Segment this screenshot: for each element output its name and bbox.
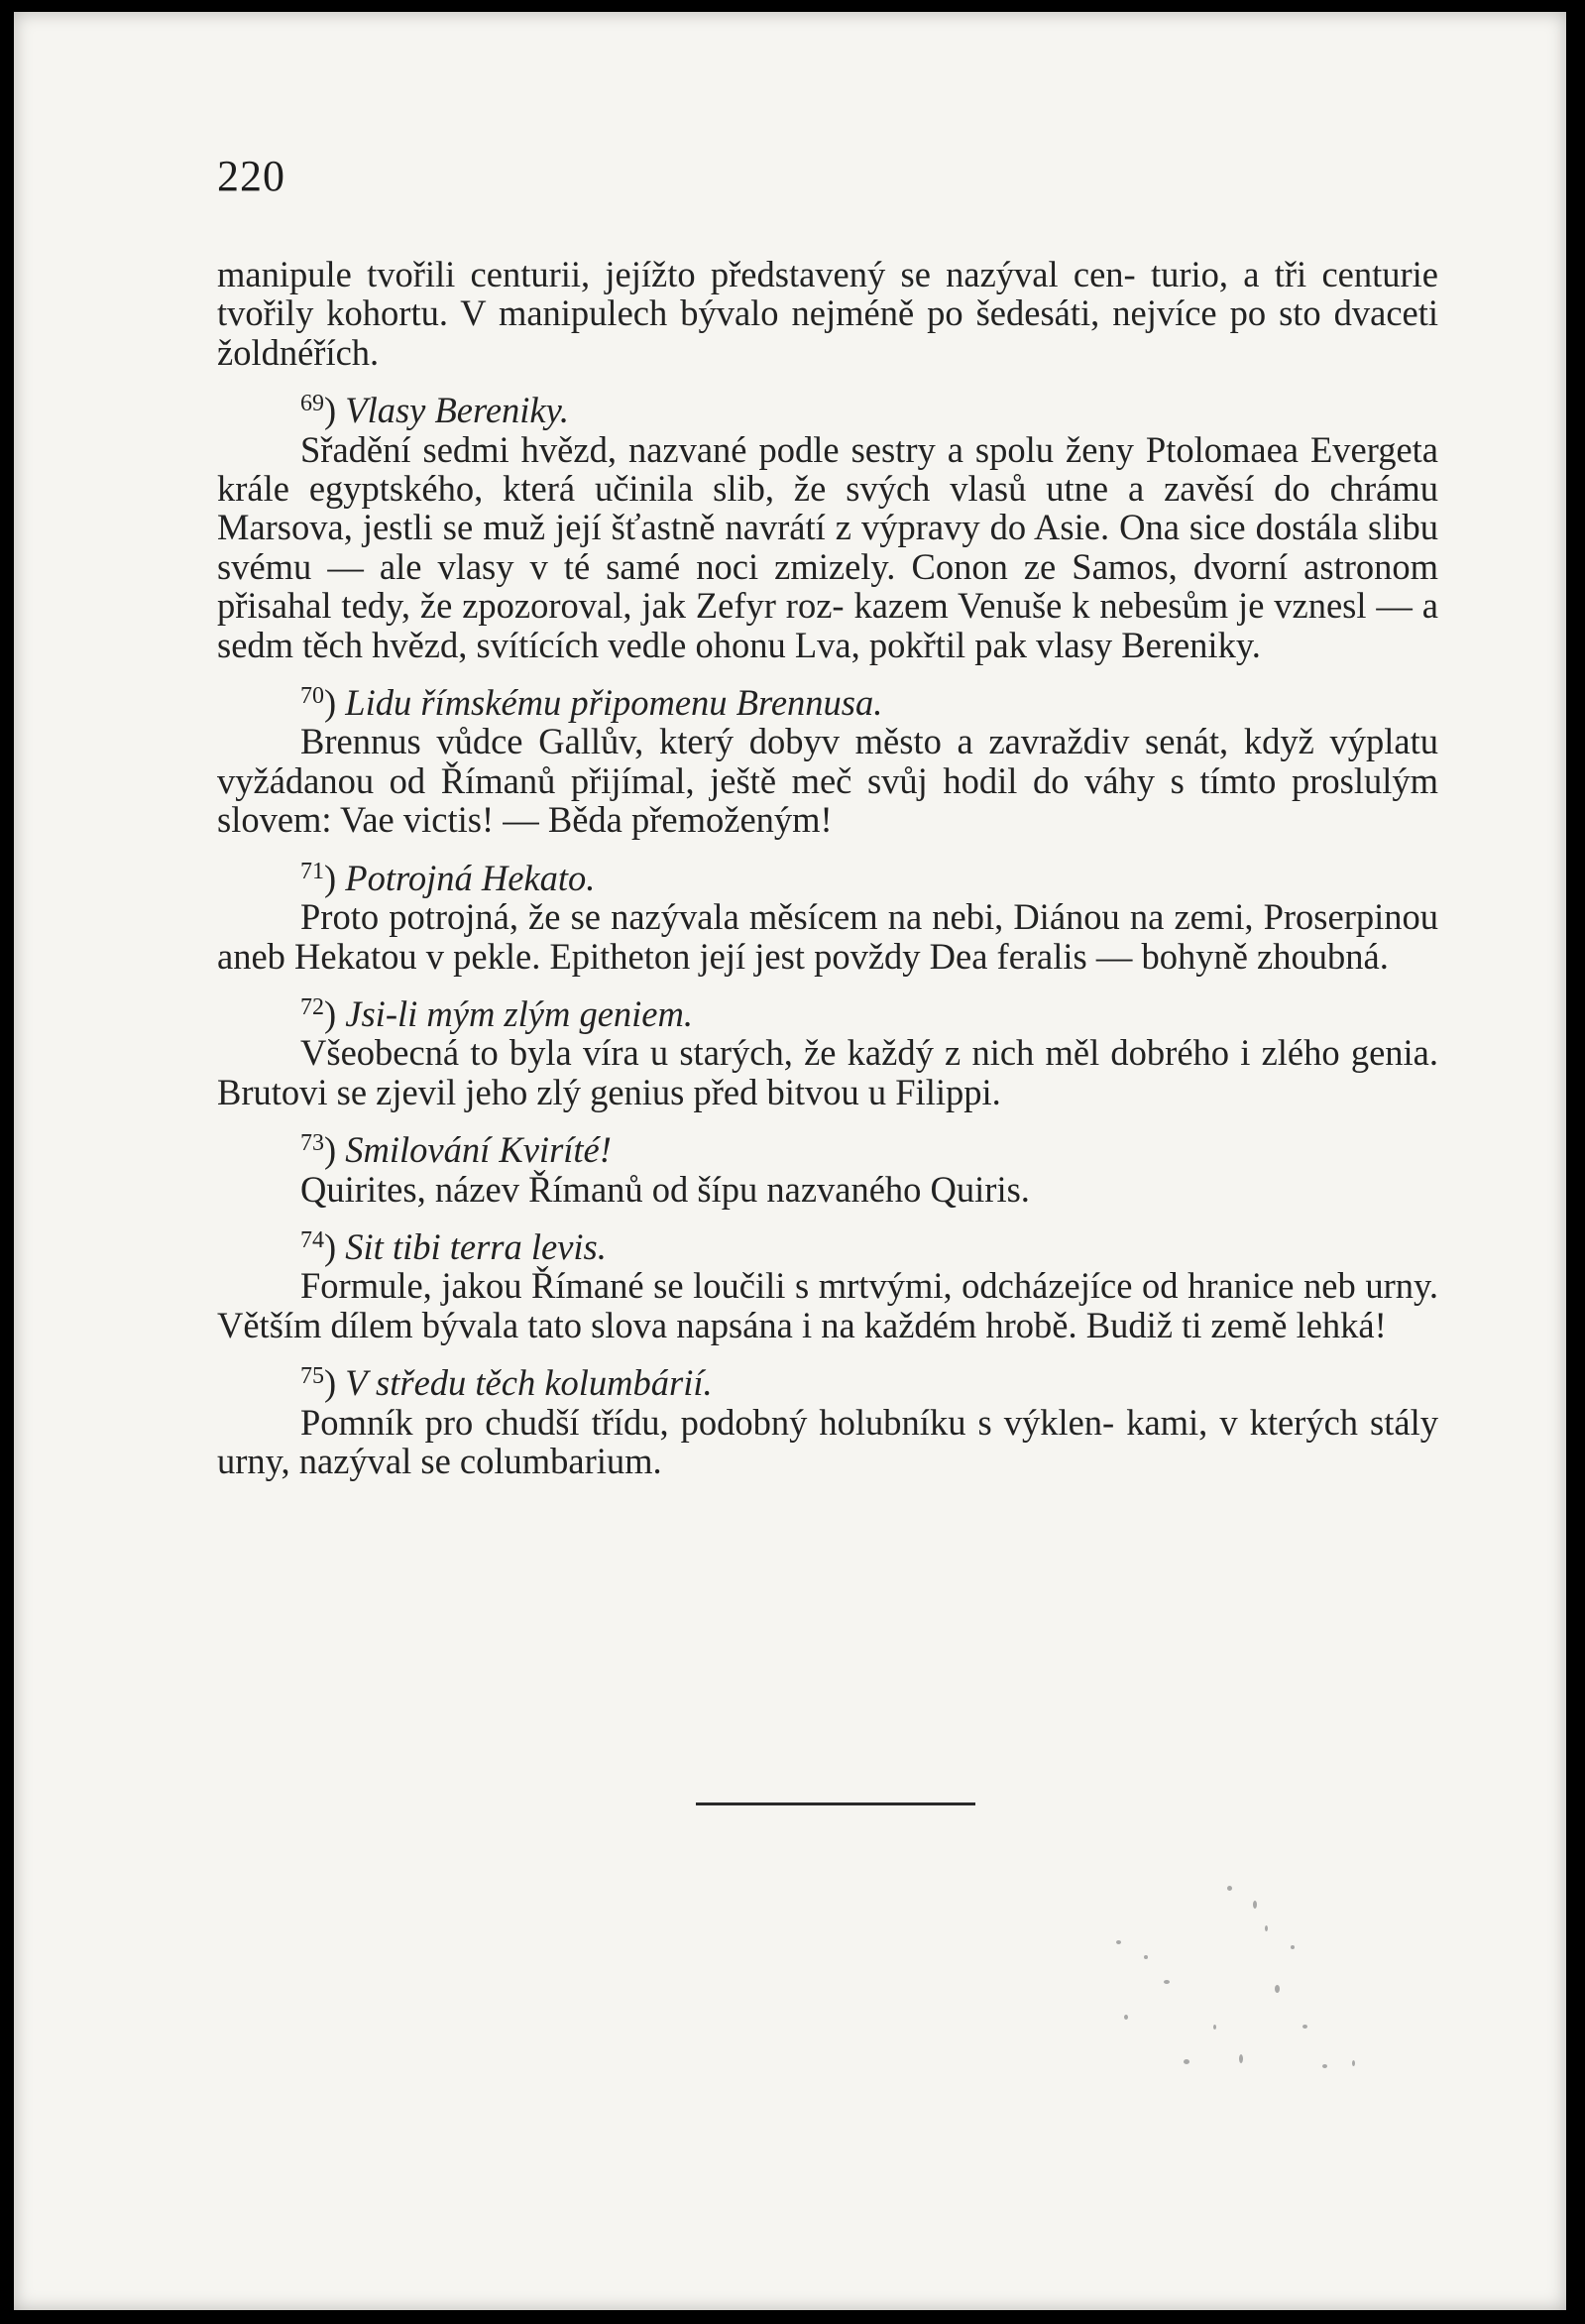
- intro-paragraph: [217, 255, 1438, 372]
- text-line: Brennus vůdce Gallův, který dobyv město a zavraždiv: [300, 721, 1130, 762]
- note-74-heading: $^{74}$) Sit tibi terra levis.: [300, 1225, 607, 1267]
- text-line: Ptolomaea Evergeta krále egyptského, která učinila slib, že: [217, 428, 1439, 510]
- note-number: 74: [300, 1226, 324, 1253]
- page: [14, 12, 1566, 2310]
- text-line: dobrého i zlého genia. Brutovi se zjevil jeho zlý genius před: [217, 1032, 1438, 1112]
- note-72-text: [217, 1033, 1438, 1111]
- note-title: Jsi-li mým zlým geniem.: [345, 992, 693, 1034]
- note-69-text: [217, 430, 1438, 664]
- note-number: 71: [300, 858, 324, 884]
- text-line: turio, a tři centurie tvořily kohortu. V manipulech bývalo: [217, 254, 1438, 334]
- note-74-text: [217, 1266, 1438, 1344]
- note-73-text: [217, 1170, 1438, 1209]
- note-72-heading: $^{72}$) Jsi-li mým zlým geniem.: [300, 992, 693, 1034]
- note-title: Sit tibi terra levis.: [345, 1225, 607, 1267]
- text-line: Všeobecná to byla víra u starých, že každý z nich měl: [300, 1032, 1100, 1074]
- note-number: 72: [300, 993, 324, 1020]
- text-line: Proto potrojná, že se nazývala měsícem na nebi, Diánou: [300, 896, 1120, 938]
- text-line: Quirites, název Římanů od šípu nazvaného Quiris.: [300, 1168, 1030, 1210]
- text-line: na zemi, Proserpinou aneb Hekatou v pekle. Epitheton její: [217, 896, 1439, 977]
- text-line: svému — ale vlasy v té samé noci zmizely. Conon ze Samos,: [217, 545, 1178, 587]
- text-line: od hranice neb urny. Větším dílem bývala tato slova napsána: [217, 1265, 1438, 1345]
- text-line: Sřadění sedmi hvězd, nazvané podle sestry a spolu ženy: [300, 428, 1134, 470]
- note-number: 73: [300, 1130, 324, 1157]
- text-line: kami, v kterých stály urny, nazýval se columbarium.: [217, 1401, 1438, 1481]
- note-73-heading: $^{73}$) Smilování Kviríté!: [300, 1129, 612, 1171]
- text-line: manipule tvořili centurii, jejížto představený se nazýval cen-: [217, 254, 1136, 294]
- text-line: senát, když výplatu vyžádanou od Římanů přijímal, ještě meč: [217, 721, 1439, 801]
- note-70-heading: $^{70}$) Lidu římskému připomenu Brennusa.: [300, 682, 883, 724]
- note-title: V středu těch kolumbárií.: [345, 1362, 713, 1404]
- note-71-heading: $^{71}$) Potrojná Hekato.: [300, 857, 596, 898]
- note-69-heading: $^{69}$) Vlasy Bereniky.: [300, 390, 569, 431]
- text-line: kazem Venuše k nebesům je vznesl — a sedm těch hvězd,: [217, 585, 1439, 665]
- note-number: 75: [300, 1363, 324, 1390]
- text-line: i na každém hrobě. Budiž ti země lehká!: [801, 1304, 1387, 1345]
- page-number: 220: [217, 152, 285, 200]
- note-title: Smilování Kviríté!: [345, 1129, 612, 1171]
- text-line: svůj hodil do váhy s tímto proslulým slovem: Vae victis! —: [217, 759, 1439, 841]
- text-line: Pomník pro chudší třídu, podobný holubníku s výklen-: [300, 1401, 1115, 1443]
- note-number: 69: [300, 391, 324, 417]
- note-title: Potrojná Hekato.: [345, 857, 596, 898]
- note-70-text: [217, 722, 1438, 839]
- text-line: svých vlasů utne a zavěsí do chrámu Marsova, jestli se muž: [217, 468, 1439, 548]
- text-line: Běda přemoženým!: [547, 799, 833, 841]
- note-75-heading: $^{75}$) V středu těch kolumbárií.: [300, 1362, 713, 1404]
- text-line: Formule, jakou Římané se loučili s mrtvými, odcházejíce: [300, 1265, 1133, 1307]
- text-line: dvorní astronom přisahal tedy, že zpozoroval, jak Zefyr roz-: [217, 545, 1439, 627]
- text-line: bitvou u Filippi.: [766, 1071, 1001, 1112]
- note-title: Lidu římskému připomenu Brennusa.: [345, 682, 883, 724]
- text-line: svítících vedle ohonu Lva, pokřtil pak vlasy Bereniky.: [476, 624, 1261, 665]
- end-rule: [696, 1802, 975, 1805]
- note-title: Vlasy Bereniky.: [345, 390, 569, 431]
- note-71-text: [217, 897, 1438, 976]
- note-75-text: [217, 1403, 1438, 1481]
- body-text: [217, 255, 1438, 1480]
- note-number: 70: [300, 683, 324, 710]
- text-line: nejméně po šedesáti, nejvíce po sto dvaceti žoldnéřích.: [217, 292, 1439, 373]
- text-line: její šťastně navrátí z výpravy do Asie. Ona sice dostála slibu: [555, 507, 1438, 548]
- text-line: jest povždy Dea feralis — bohyně zhoubná.: [754, 935, 1389, 977]
